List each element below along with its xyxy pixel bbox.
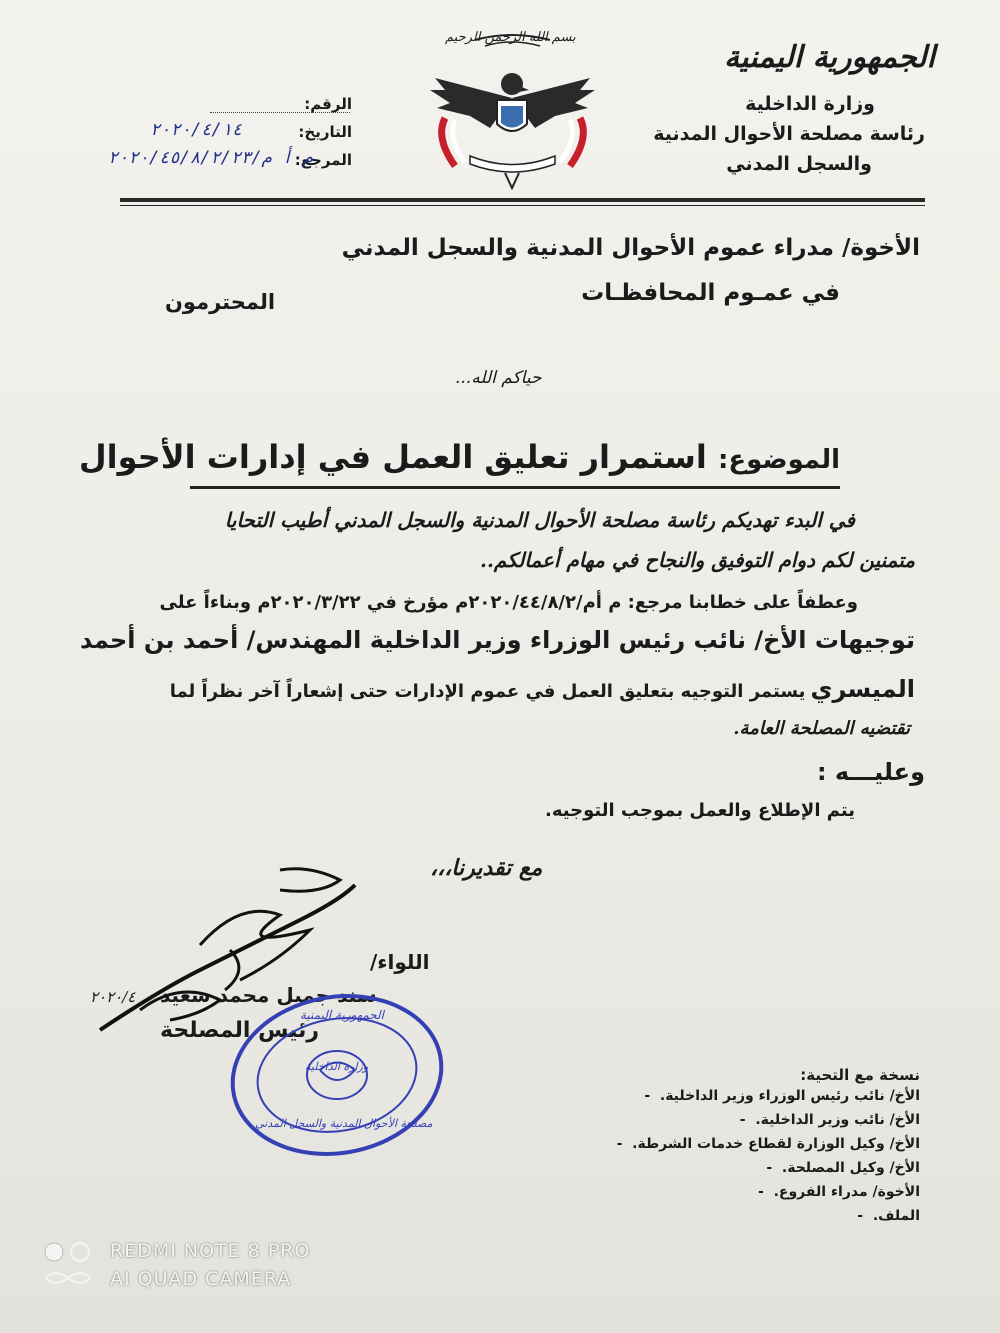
body-p1-line2: متمنين لكم دوام التوفيق والنجاح في مهام أعمالكم.. [479, 548, 915, 572]
body-p2-line1: وعطفاً على خطابنا مرجع: م أم/٢٠٢٠/٤٤/٨/٢م مؤرخ في ٢٠٢٠/٣/٢٢م وبناءاً على [159, 592, 858, 613]
republic-heading: الجمهورية اليمنية [724, 40, 935, 75]
subject-label: الموضوع: [718, 445, 840, 475]
therefore-label: وعليـــه : [816, 758, 925, 786]
cc-title: نسخة مع التحية: [800, 1066, 920, 1084]
minister-name: الميسري [810, 675, 915, 703]
yemen-emblem [415, 28, 610, 193]
subject-line [79, 438, 840, 476]
ref-no-label: الرقم: [304, 95, 352, 113]
body-p2-line3 [170, 675, 915, 703]
stamp-text-bottom: مصلحة الأحوال المدنية والسجل المدني [255, 1117, 433, 1130]
address-line2: في عمـوم المحافظـات [581, 280, 840, 306]
signatory-rank: اللواء/ [370, 950, 430, 974]
respect-label: المحترمون [165, 290, 276, 314]
authority-heading-line2: والسجل المدني [726, 153, 872, 175]
stamp-center-text: وزارة الداخلية [305, 1060, 369, 1073]
subject-text: استمرار تعليق العمل في إدارات الأحوال [78, 438, 707, 476]
reference-label: المرجع: [294, 151, 352, 169]
stamp-text-top: الجمهورية اليمنية [300, 1008, 385, 1022]
body-p1-line1: في البدء تهديكم رئاسة مصلحة الأحوال المدنية والسجل المدني أطيب التحايا [224, 508, 855, 532]
signatory-title: رئيس المصلحة [160, 1018, 320, 1043]
header-divider-thin [120, 205, 925, 206]
eagle-emblem-icon [415, 28, 610, 193]
cc-list [617, 1088, 920, 1232]
header-divider [120, 198, 925, 202]
reference-value: م أ م/٢٠٢٠/٤٥/٨/٢/٢٣ [108, 148, 313, 168]
cc-item: الأخ/ وكيل المصلحة. - [766, 1160, 920, 1176]
watermark-line1: REDMI NOTE 8 PRO [110, 1240, 311, 1262]
ref-no-dots [210, 112, 350, 113]
authority-heading-line1: رئاسة مصلحة الأحوال المدنية [653, 123, 925, 145]
cc-item: الأخوة/ مدراء الفروع. - [758, 1184, 920, 1200]
subject-underline [190, 486, 840, 489]
date-label: التاريخ: [298, 123, 352, 141]
body-p2-line2: توجيهات الأخ/ نائب رئيس الوزراء وزير الداخلية المهندس/ أحمد بن أحمد [80, 626, 915, 654]
address-line1: الأخوة/ مدراء عموم الأحوال المدنية والسجل المدني [341, 235, 920, 261]
signature-date-note: ٢٠٢٠/٤ [90, 988, 136, 1006]
cc-item: الأخ/ نائب وزير الداخلية. - [739, 1112, 920, 1128]
greeting: حياكم الله... [455, 368, 542, 388]
regards-line: مع تقديرنا،،، [430, 855, 543, 881]
ministry-heading: وزارة الداخلية [745, 93, 875, 115]
date-value: ٢٠٢٠/٤/١٤ [150, 120, 243, 140]
cc-item: الملف. - [857, 1208, 920, 1224]
watermark-line2: AI QUAD CAMERA [110, 1268, 292, 1290]
basmala: بسم الله الرحمن الرحيم [445, 30, 576, 45]
cc-item: الأخ/ وكيل الوزارة لقطاع خدمات الشرطة. - [616, 1136, 920, 1152]
signatory-name: سند جميل محمد سعيد [160, 983, 377, 1007]
body-p2-line4: تقتضيه المصلحة العامة. [733, 718, 910, 739]
action-line: يتم الإطلاع والعمل بموجب التوجيه. [545, 800, 855, 821]
body-p2-line3-rest: يستمر التوجيه بتعليق العمل في عموم الإدارات حتى إشعاراً آخر نظراً لما [169, 681, 806, 702]
cc-item: الأخ/ نائب رئيس الوزراء وزير الداخلية. - [644, 1088, 920, 1104]
camera-lens-icon [42, 1240, 94, 1290]
